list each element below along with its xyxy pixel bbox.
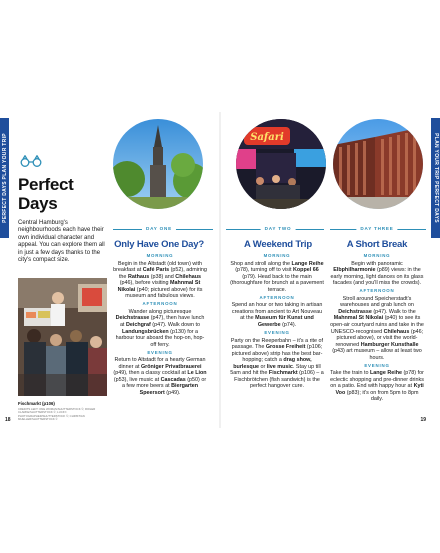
day-two-evening-heading: EVENING bbox=[264, 330, 290, 336]
page-spread bbox=[0, 112, 440, 428]
day-one-heading: Only Have One Day? bbox=[114, 239, 204, 250]
binoculars-icon bbox=[19, 155, 43, 167]
day-two-heading: A Weekend Trip bbox=[244, 239, 312, 250]
day-three-label: DAY THREE bbox=[356, 226, 397, 231]
day-two-label: DAY TWO bbox=[261, 226, 296, 231]
grosse-freiheit-photo bbox=[236, 119, 326, 209]
day-one-itinerary: MORNING Begin in the Altstadt (old town) with breakfast at Café Paris (p52), admiring the Rathaus (p38) and Chilehaus (p46), before visiting Mahnmal St Nikolai (p40; pictured above) for its museum and fabulous views. AFTERNOON Wander along picturesque Deichstrasse (p47), then have lunch at Deichgraf (p47). Walk down to Landungsbrücken (p130) for a harbour tour aboard the hop-on, hop-off ferry. EVENING Return to Altstadt for a hearty German dinner at Gröniger Privatbrauerei (p49), then a classy cocktail at Le Lion (p53), live music at Cascadas (p50) or a few more beers at Biergarten Speersort (p49). bbox=[113, 253, 207, 396]
svg-text:Safari: Safari bbox=[250, 132, 284, 143]
side-tab-left[interactable]: PERFECT DAYS PLAN YOUR TRIP bbox=[0, 118, 9, 238]
page-number-left: 18 bbox=[5, 417, 11, 423]
day-three-morning-heading: MORNING bbox=[363, 253, 391, 258]
day-three-evening-heading: EVENING bbox=[364, 362, 390, 368]
photo-caption: Fischmarkt (p106) bbox=[18, 401, 55, 406]
fischmarkt-photo bbox=[18, 278, 107, 396]
side-tab-right[interactable]: PLAN YOUR TRIP PERFECT DAYS bbox=[431, 118, 440, 238]
day-three-afternoon-heading: AFTERNOON bbox=[359, 288, 395, 294]
day-three-heading: A Short Break bbox=[346, 239, 408, 250]
page-title: Perfect Days bbox=[18, 175, 74, 213]
day-two-morning-heading: MORNING bbox=[263, 253, 291, 258]
chilehaus-photo bbox=[333, 119, 423, 209]
day-one-morning-heading: MORNING bbox=[146, 253, 174, 258]
photo-credits: CREDITS LEFT: ONE WOMAN/SHUTTERSTOCK ©; ROGER CLARKE/SHUTTERSTOCK ©; LUCKY-PHOTOGRAPHER/SHUTTERSTOCK ©; CHRISTIAN MUELLER/SHUTTERSTOCK © bbox=[18, 407, 96, 422]
day-three-itinerary: MORNING Begin with panoramic Elbphilharmonie (p89) views: in the early morning, light dances on its glass facades (and you'll miss the crowds). AFTERNOON Stroll around Speicherstadt's warehouses and grab lunch on Deichstrasse (p47). Walk to the Mahnmal St Nikolai (p40) to see its open-air courtyard ruins and take in the UNESCO-recognised Chilehaus (p46; pictured above), or visit the world-renowned Hamburger Kunsthalle (p43) art museum – allow at least two hours. EVENING Take the train to Lange Reihe (p78) for eclectic shopping and pre-dinner drinks on a patio. End with happy hour at Kyti Voo (p83); it's on from 5pm to 8pm daily. bbox=[330, 253, 424, 403]
day-one-label: DAY ONE bbox=[142, 226, 176, 231]
intro-text: Central Hamburg's neighbourhoods each have their own individual character and appeal. You can explore them all in just a few days thanks to the city's compact size. bbox=[18, 220, 105, 264]
day-two-afternoon-heading: AFTERNOON bbox=[259, 294, 295, 300]
day-one-afternoon-heading: AFTERNOON bbox=[142, 301, 178, 307]
page-gutter bbox=[219, 112, 221, 428]
day-one-evening-heading: EVENING bbox=[147, 349, 173, 355]
page-number-right: 19 bbox=[420, 417, 426, 423]
mahnmal-st-nikolai-photo bbox=[113, 119, 203, 209]
day-two-itinerary: MORNING Shop and stroll along the Lange Reihe (p78), turning off to visit Koppel 66 (p79). Head back to the main (thoroughfare for brunch at a pavement terrace. AFTERNOON Spend an hour or two taking in artisan creations from ancient to Art Nouveau at the Museum für Kunst und Gewerbe (p74). EVENING Party on the Reeperbahn – it's a rite of passage. The Grosse Freiheit (p106; pictured above) strip has the best bar-hopping; catch a drag show, burlesque or live music. Stay up till 5am and hit the Fischmarkt (p106) – a Fischbrötchen (fish sandwich) is the perfect hangover cure. bbox=[230, 253, 324, 390]
